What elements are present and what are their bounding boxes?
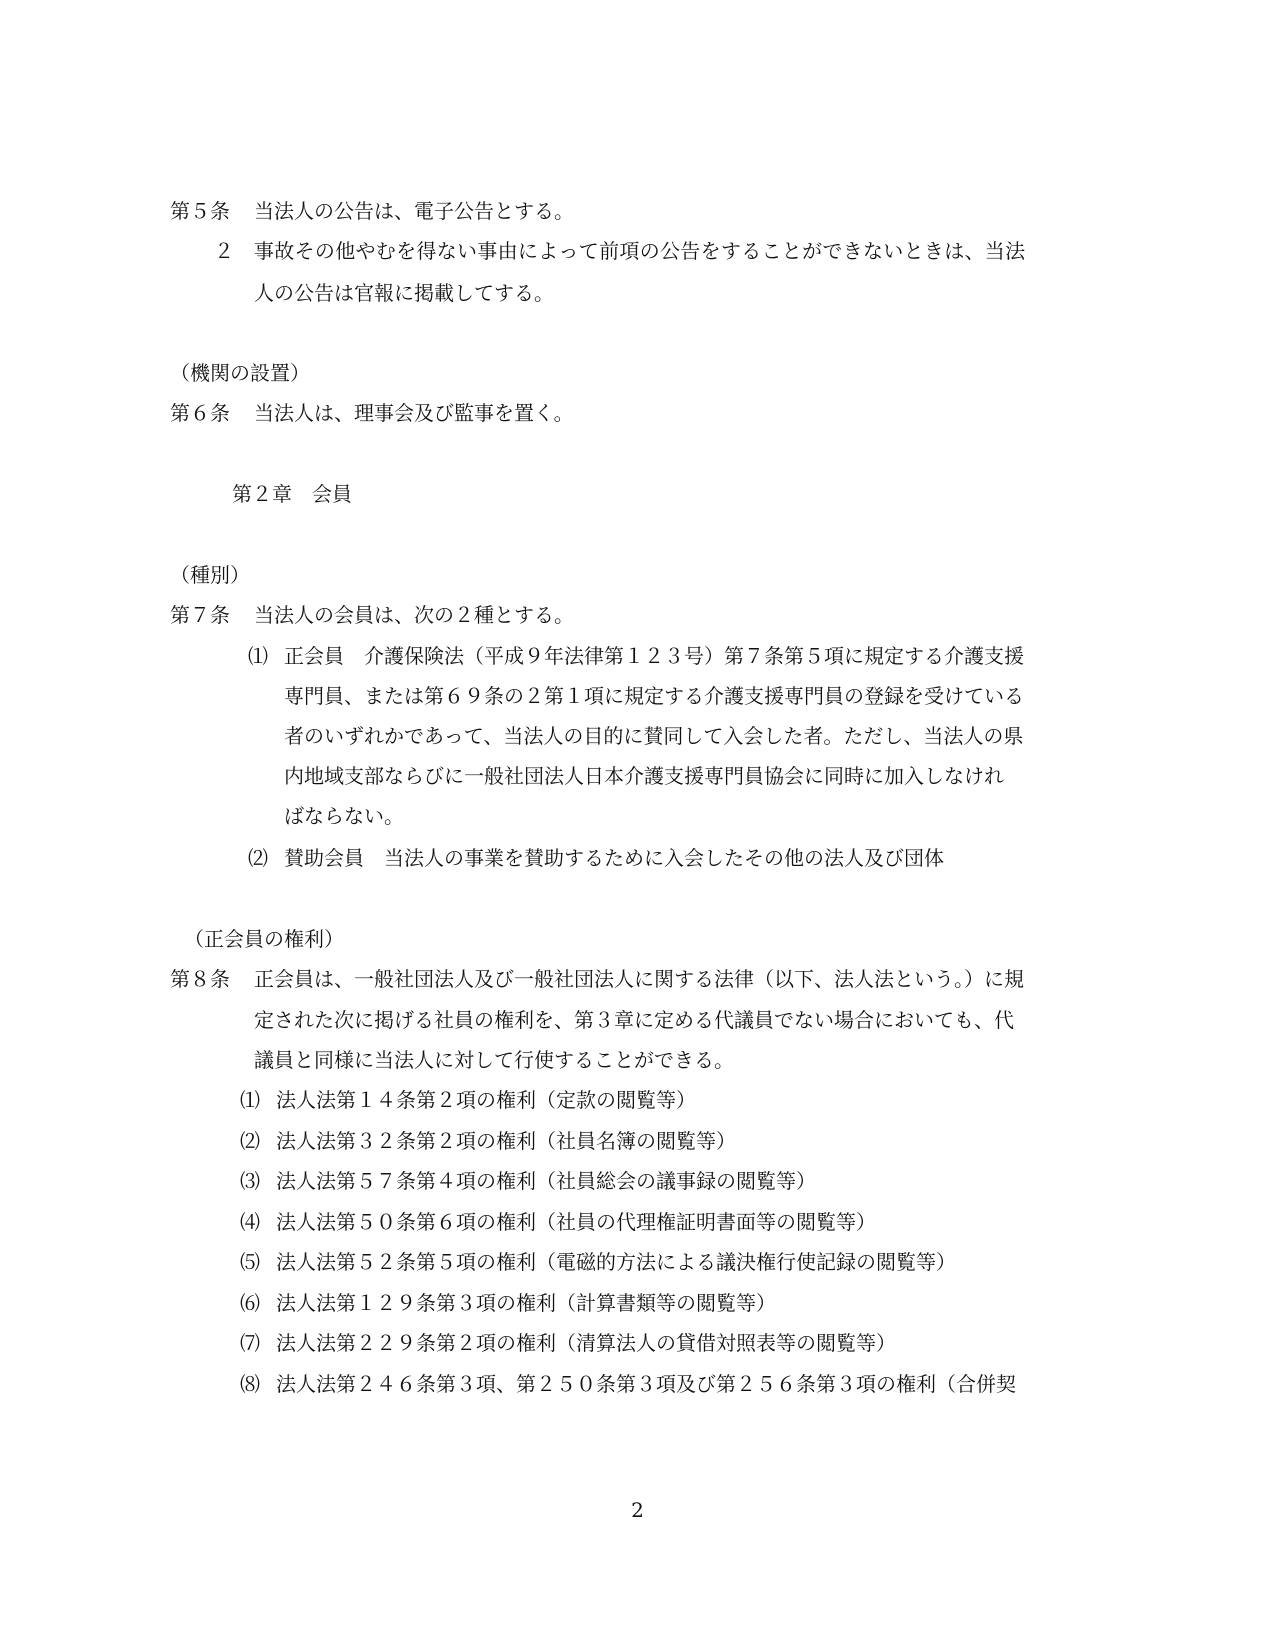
article-8-item-6-marker: ⑹ <box>240 1291 260 1315</box>
article-8-label: 第８条 <box>170 967 230 991</box>
article-5-label: 第５条 <box>170 199 230 223</box>
article-8-item-5-marker: ⑸ <box>240 1250 260 1274</box>
article-7-heading: （種別） <box>170 563 250 587</box>
page-number: 2 <box>631 1498 644 1522</box>
article-8-heading: （正会員の権利） <box>184 927 344 951</box>
article-5-para-2-line-2: 人の公告は官報に掲載してする。 <box>254 281 554 305</box>
article-8-item-1-text: 法人法第１４条第２項の権利（定款の閲覧等） <box>276 1088 696 1112</box>
article-5-text: 当法人の公告は、電子公告とする。 <box>254 199 574 223</box>
article-8-item-8-marker: ⑻ <box>240 1372 260 1396</box>
article-7-item-1-line-3: 者のいずれかであって、当法人の目的に賛同して入会した者。ただし、当法人の県 <box>284 724 1024 748</box>
article-7-item-2-line-1: 賛助会員 当法人の事業を賛助するために入会したその他の法人及び団体 <box>284 846 944 870</box>
article-8-line-2: 定された次に掲げる社員の権利を、第３章に定める代議員でない場合においても、代 <box>254 1008 1014 1032</box>
article-7-label: 第７条 <box>170 603 230 627</box>
article-8-item-6-text: 法人法第１２９条第３項の権利（計算書類等の閲覧等） <box>276 1291 776 1315</box>
article-7-item-2-marker: ⑵ <box>248 846 268 870</box>
article-7-item-1-line-4: 内地域支部ならびに一般社団法人日本介護支援専門員協会に同時に加入しなけれ <box>284 764 1004 788</box>
article-8-item-7-text: 法人法第２２９条第２項の権利（清算法人の貸借対照表等の閲覧等） <box>276 1331 896 1355</box>
article-5-para-2-number: ２ <box>214 239 234 263</box>
article-8-item-8-text: 法人法第２４６条第３項、第２５０条第３項及び第２５６条第３項の権利（合併契 <box>276 1372 1016 1396</box>
article-8-line-1: 正会員は、一般社団法人及び一般社団法人に関する法律（以下、法人法という。）に規 <box>254 967 1024 991</box>
article-8-item-5-text: 法人法第５２条第５項の権利（電磁的方法による議決権行使記録の閲覧等） <box>276 1250 956 1274</box>
article-6-label: 第６条 <box>170 401 230 425</box>
article-7-item-1-line-1: 正会員 介護保険法（平成９年法律第１２３号）第７条第５項に規定する介護支援 <box>284 644 1024 668</box>
article-8-item-3-marker: ⑶ <box>240 1169 260 1193</box>
article-8-item-4-text: 法人法第５０条第６項の権利（社員の代理権証明書面等の閲覧等） <box>276 1210 876 1234</box>
article-8-item-4-marker: ⑷ <box>240 1210 260 1234</box>
article-6-heading: （機関の設置） <box>170 361 310 385</box>
article-5-para-2-line-1: 事故その他やむを得ない事由によって前項の公告をすることができないときは、当法 <box>254 239 1026 263</box>
article-8-item-1-marker: ⑴ <box>240 1088 260 1112</box>
article-7-item-1-line-2: 専門員、または第６９条の２第１項に規定する介護支援専門員の登録を受けている <box>284 684 1024 708</box>
article-7-text: 当法人の会員は、次の２種とする。 <box>254 603 574 627</box>
chapter-2-title: 第２章 会員 <box>232 482 352 506</box>
article-6-text: 当法人は、理事会及び監事を置く。 <box>254 401 574 425</box>
article-8-line-3: 議員と同様に当法人に対して行使することができる。 <box>254 1048 734 1072</box>
article-8-item-2-marker: ⑵ <box>240 1129 260 1153</box>
article-8-item-2-text: 法人法第３２条第２項の権利（社員名簿の閲覧等） <box>276 1129 736 1153</box>
article-8-item-7-marker: ⑺ <box>240 1331 260 1355</box>
article-7-item-1-marker: ⑴ <box>248 644 268 668</box>
article-8-item-3-text: 法人法第５７条第４項の権利（社員総会の議事録の閲覧等） <box>276 1169 816 1193</box>
article-7-item-1-line-5: ばならない。 <box>284 804 404 828</box>
